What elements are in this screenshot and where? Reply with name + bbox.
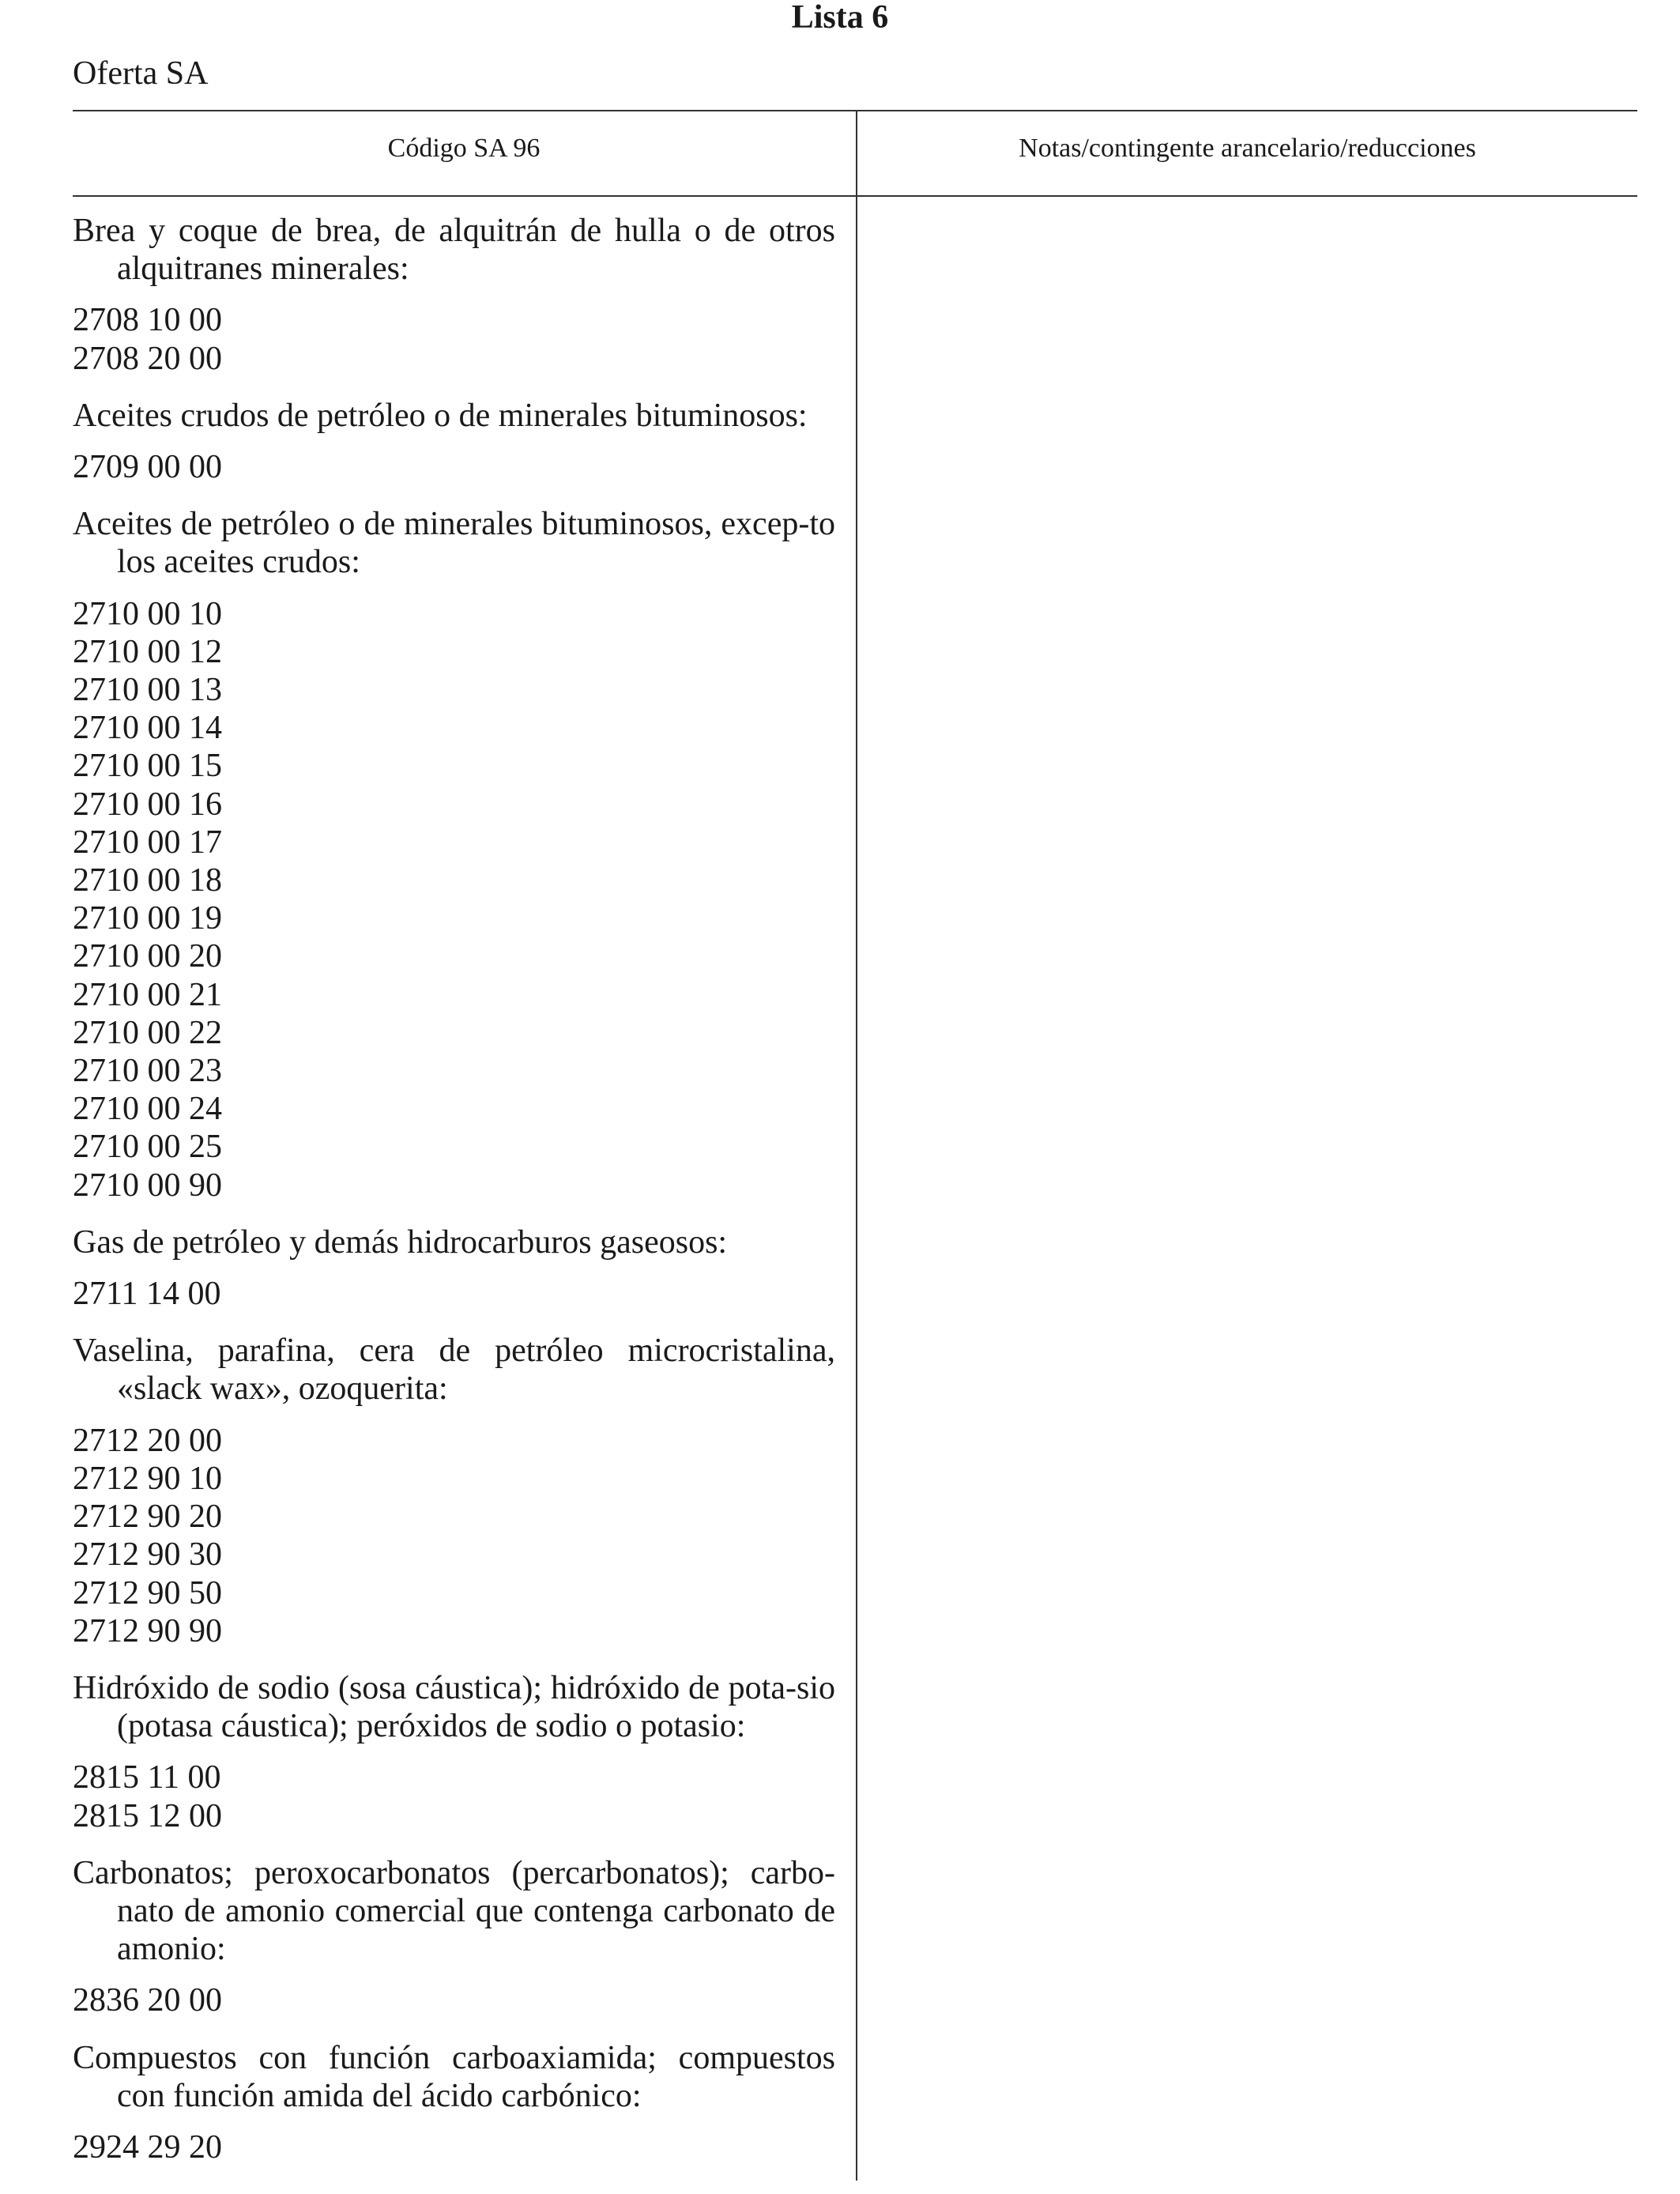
table-header-rule	[73, 195, 1637, 197]
tariff-code: 2709 00 00	[73, 449, 222, 486]
column-header-notes: Notas/contingente arancelario/reducciones	[1019, 134, 1476, 163]
code-list	[73, 1422, 835, 1650]
section	[73, 505, 835, 1204]
page-title: Lista 6	[791, 0, 889, 36]
tariff-code: 2710 00 12	[73, 633, 222, 670]
tariff-code: 2710 00 17	[73, 824, 222, 861]
page-subtitle: Oferta SA	[73, 55, 209, 92]
section	[73, 1223, 835, 1313]
tariff-code: 2710 00 21	[73, 976, 222, 1013]
tariff-code: 2708 10 00	[73, 302, 222, 339]
column-header-code: Código SA 96	[387, 134, 541, 163]
tariff-code: 2815 11 00	[73, 1759, 221, 1796]
tariff-code: 2710 00 90	[73, 1167, 222, 1204]
section-description: Aceites crudos de petróleo o de minerales bituminosos:	[73, 397, 808, 434]
code-column	[73, 212, 835, 2185]
tariff-code: 2710 00 23	[73, 1053, 222, 1090]
tariff-code: 2710 00 10	[73, 595, 222, 632]
code-list	[73, 595, 835, 1204]
code-list	[73, 1981, 835, 2019]
tariff-code: 2815 12 00	[73, 1797, 222, 1834]
tariff-code: 2712 90 20	[73, 1498, 222, 1536]
section-description: Vaselina, parafina, cera de petróleo microcristalina, «slack wax», ozoquerita:	[73, 1333, 835, 1408]
section	[73, 1854, 835, 2020]
section-description: Gas de petróleo y demás hidrocarburos gaseosos:	[73, 1223, 728, 1261]
section-description: Aceites de petróleo o de minerales bituminosos, excep-to los aceites crudos:	[73, 506, 835, 581]
section-description: Compuestos con función carboaxiamida; compuestos con función amida del ácido carbónico:	[73, 2039, 835, 2114]
section	[73, 397, 835, 486]
tariff-code: 2710 00 20	[73, 938, 222, 975]
section	[73, 1669, 835, 1835]
tariff-code: 2708 20 00	[73, 340, 222, 377]
code-list	[73, 2128, 835, 2166]
tariff-code: 2712 90 50	[73, 1574, 222, 1612]
tariff-code: 2710 00 19	[73, 900, 222, 937]
tariff-code: 2710 00 16	[73, 786, 222, 823]
tariff-code: 2710 00 24	[73, 1091, 222, 1128]
section-description: Brea y coque de brea, de alquitrán de hulla o de otros alquitranes minerales:	[73, 213, 835, 288]
section	[73, 212, 835, 378]
section-description: Hidróxido de sodio (sosa cáustica); hidróxido de pota-sio (potasa cáustica); peróxidos de sodio o potasio:	[73, 1669, 835, 1745]
section	[73, 2039, 835, 2167]
section-description: Carbonatos; peroxocarbonatos (percarbonatos); carbo-nato de amonio comercial que contenga carbonato de amonio:	[73, 1854, 835, 1968]
tariff-code: 2710 00 18	[73, 862, 222, 899]
tariff-code: 2712 90 30	[73, 1536, 222, 1574]
tariff-code: 2712 20 00	[73, 1422, 222, 1459]
tariff-code: 2710 00 13	[73, 672, 222, 709]
column-divider	[856, 110, 857, 2181]
code-list	[73, 301, 835, 377]
code-list	[73, 1759, 835, 1834]
code-list	[73, 1275, 835, 1313]
tariff-code: 2836 20 00	[73, 1982, 222, 2019]
tariff-code: 2711 14 00	[73, 1276, 221, 1313]
table-top-rule	[73, 110, 1637, 111]
tariff-code: 2712 90 90	[73, 1612, 222, 1649]
tariff-code: 2710 00 15	[73, 748, 222, 785]
section	[73, 1332, 835, 1650]
tariff-code: 2712 90 10	[73, 1460, 222, 1497]
code-list	[73, 448, 835, 486]
tariff-code: 2710 00 22	[73, 1014, 222, 1051]
tariff-code: 2710 00 25	[73, 1129, 222, 1166]
tariff-code: 2924 29 20	[73, 2128, 222, 2166]
tariff-code: 2710 00 14	[73, 710, 222, 747]
